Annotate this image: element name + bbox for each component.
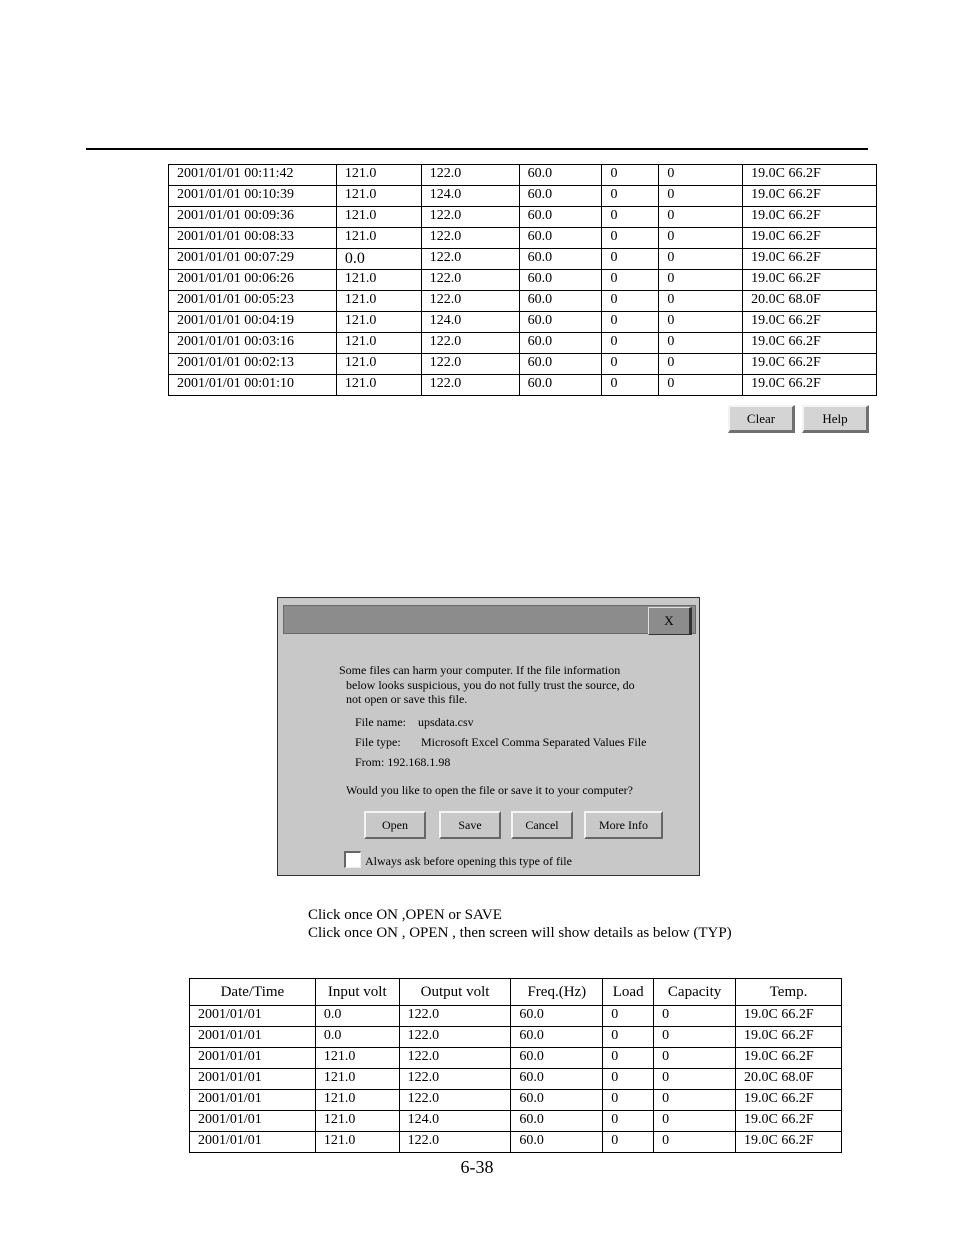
data-table-cell: 124.0 bbox=[399, 1111, 511, 1132]
instruction-line2: Click once ON , OPEN , then screen will show details as below (TYP) bbox=[308, 925, 732, 941]
data-table-cell: 19.0C 66.2F bbox=[736, 1090, 842, 1111]
more-info-button[interactable]: More Info bbox=[584, 811, 663, 839]
log-table-row bbox=[169, 186, 877, 207]
log-table-cell: 19.0C 66.2F bbox=[743, 333, 877, 354]
log-table-cell: 2001/01/01 00:07:29 bbox=[169, 249, 337, 270]
data-table-cell: 122.0 bbox=[399, 1006, 511, 1027]
column-header: Load bbox=[603, 979, 654, 1006]
file-type-value: Microsoft Excel Comma Separated Values File bbox=[421, 735, 647, 749]
log-table-cell: 20.0C 68.0F bbox=[743, 291, 877, 312]
log-table-cell: 0 bbox=[659, 249, 743, 270]
log-table-row bbox=[169, 312, 877, 333]
log-table-cell: 2001/01/01 00:04:19 bbox=[169, 312, 337, 333]
warning-text-line3: not open or save this file. bbox=[346, 692, 468, 706]
log-table-cell: 0 bbox=[659, 312, 743, 333]
log-table-cell: 0 bbox=[602, 354, 659, 375]
data-table-row bbox=[190, 1090, 842, 1111]
data-table-cell: 122.0 bbox=[399, 1132, 511, 1153]
close-button[interactable]: X bbox=[648, 607, 692, 635]
file-name-label: File name: bbox=[355, 715, 406, 729]
data-table-cell: 2001/01/01 bbox=[190, 1048, 316, 1069]
log-table-cell: 0 bbox=[602, 270, 659, 291]
always-ask-label: Always ask before opening this type of file bbox=[365, 854, 572, 868]
log-table-cell: 19.0C 66.2F bbox=[743, 270, 877, 291]
cancel-button[interactable]: Cancel bbox=[511, 811, 573, 839]
data-table-cell: 19.0C 66.2F bbox=[736, 1006, 842, 1027]
data-table-cell: 60.0 bbox=[511, 1027, 603, 1048]
log-table bbox=[168, 164, 877, 396]
log-table-cell: 0 bbox=[659, 228, 743, 249]
log-table-cell: 121.0 bbox=[336, 165, 421, 186]
log-table-cell: 19.0C 66.2F bbox=[743, 354, 877, 375]
log-table-cell: 122.0 bbox=[421, 207, 519, 228]
log-table-cell: 0.0 bbox=[336, 249, 421, 270]
data-table-cell: 0 bbox=[603, 1048, 654, 1069]
data-table-cell: 2001/01/01 bbox=[190, 1132, 316, 1153]
log-table-cell: 0 bbox=[602, 312, 659, 333]
log-table-cell: 2001/01/01 00:06:26 bbox=[169, 270, 337, 291]
log-table-cell: 0 bbox=[602, 333, 659, 354]
data-table-cell: 2001/01/01 bbox=[190, 1027, 316, 1048]
data-table-cell: 0.0 bbox=[315, 1006, 399, 1027]
data-table-cell: 20.0C 68.0F bbox=[736, 1069, 842, 1090]
data-table-cell: 0.0 bbox=[315, 1027, 399, 1048]
data-table-cell: 60.0 bbox=[511, 1090, 603, 1111]
data-table-cell: 0 bbox=[654, 1132, 736, 1153]
column-header: Capacity bbox=[654, 979, 736, 1006]
column-header: Output volt bbox=[399, 979, 511, 1006]
log-table-cell: 19.0C 66.2F bbox=[743, 312, 877, 333]
data-table-cell: 0 bbox=[654, 1111, 736, 1132]
data-table-header-row bbox=[190, 979, 842, 1006]
data-table-cell: 0 bbox=[654, 1027, 736, 1048]
log-table-cell: 2001/01/01 00:08:33 bbox=[169, 228, 337, 249]
log-table-cell: 121.0 bbox=[336, 270, 421, 291]
log-table-cell: 2001/01/01 00:03:16 bbox=[169, 333, 337, 354]
data-table-row bbox=[190, 1132, 842, 1153]
data-table-cell: 2001/01/01 bbox=[190, 1090, 316, 1111]
column-header: Freq.(Hz) bbox=[511, 979, 603, 1006]
column-header: Input volt bbox=[315, 979, 399, 1006]
data-table-cell: 0 bbox=[603, 1006, 654, 1027]
data-table-cell: 0 bbox=[603, 1132, 654, 1153]
log-table-cell: 0 bbox=[659, 333, 743, 354]
log-table-cell: 0 bbox=[602, 228, 659, 249]
log-table-cell: 124.0 bbox=[421, 312, 519, 333]
data-table-cell: 60.0 bbox=[511, 1048, 603, 1069]
log-table-cell: 122.0 bbox=[421, 165, 519, 186]
log-table-row bbox=[169, 228, 877, 249]
log-table-cell: 122.0 bbox=[421, 333, 519, 354]
log-table-cell: 0 bbox=[659, 375, 743, 396]
data-table-cell: 121.0 bbox=[315, 1090, 399, 1111]
log-table-cell: 0 bbox=[659, 165, 743, 186]
log-table-cell: 60.0 bbox=[519, 249, 602, 270]
log-table-row bbox=[169, 354, 877, 375]
file-name-value: upsdata.csv bbox=[418, 715, 474, 729]
clear-button[interactable]: Clear bbox=[728, 405, 795, 433]
data-table-cell: 0 bbox=[654, 1090, 736, 1111]
instruction-line1: Click once ON ,OPEN or SAVE bbox=[308, 907, 502, 923]
log-table-cell: 0 bbox=[602, 291, 659, 312]
log-table-cell: 122.0 bbox=[421, 354, 519, 375]
data-table-cell: 60.0 bbox=[511, 1132, 603, 1153]
log-table-cell: 121.0 bbox=[336, 228, 421, 249]
data-table-cell: 121.0 bbox=[315, 1048, 399, 1069]
log-table-cell: 19.0C 66.2F bbox=[743, 186, 877, 207]
data-table-cell: 0 bbox=[603, 1090, 654, 1111]
log-table-cell: 19.0C 66.2F bbox=[743, 228, 877, 249]
log-table-cell: 0 bbox=[659, 291, 743, 312]
data-table-cell: 121.0 bbox=[315, 1132, 399, 1153]
log-table-cell: 0 bbox=[659, 207, 743, 228]
log-table-cell: 60.0 bbox=[519, 375, 602, 396]
log-table-cell: 122.0 bbox=[421, 291, 519, 312]
column-header: Temp. bbox=[736, 979, 842, 1006]
data-table-cell: 19.0C 66.2F bbox=[736, 1048, 842, 1069]
log-table-cell: 121.0 bbox=[336, 186, 421, 207]
data-table-cell: 2001/01/01 bbox=[190, 1006, 316, 1027]
data-table-cell: 0 bbox=[654, 1069, 736, 1090]
data-table-row bbox=[190, 1069, 842, 1090]
warning-text-line1: Some files can harm your computer. If the file information bbox=[339, 663, 621, 677]
log-table-cell: 60.0 bbox=[519, 270, 602, 291]
header-rule bbox=[86, 148, 868, 150]
data-table-cell: 60.0 bbox=[511, 1006, 603, 1027]
data-table-cell: 122.0 bbox=[399, 1090, 511, 1111]
file-source: From: 192.168.1.98 bbox=[355, 755, 451, 769]
data-table-cell: 0 bbox=[603, 1111, 654, 1132]
log-table-cell: 121.0 bbox=[336, 291, 421, 312]
data-table bbox=[189, 978, 842, 1153]
log-table-cell: 0 bbox=[602, 207, 659, 228]
data-table-cell: 0 bbox=[654, 1006, 736, 1027]
data-table-cell: 121.0 bbox=[315, 1069, 399, 1090]
log-table-cell: 122.0 bbox=[421, 375, 519, 396]
log-table-cell: 0 bbox=[602, 165, 659, 186]
data-table-cell: 0 bbox=[654, 1048, 736, 1069]
log-table-cell: 60.0 bbox=[519, 165, 602, 186]
data-table-row bbox=[190, 1048, 842, 1069]
log-table-cell: 2001/01/01 00:02:13 bbox=[169, 354, 337, 375]
log-table-row bbox=[169, 165, 877, 186]
log-table-cell: 2001/01/01 00:01:10 bbox=[169, 375, 337, 396]
data-table-cell: 122.0 bbox=[399, 1048, 511, 1069]
data-table-cell: 60.0 bbox=[511, 1069, 603, 1090]
dialog-question: Would you like to open the file or save it to your computer? bbox=[346, 783, 633, 797]
dialog-titlebar bbox=[283, 605, 696, 634]
data-table-row bbox=[190, 1006, 842, 1027]
data-table-cell: 122.0 bbox=[399, 1069, 511, 1090]
log-table-row bbox=[169, 333, 877, 354]
log-table-cell: 2001/01/01 00:09:36 bbox=[169, 207, 337, 228]
file-type-label: File type: bbox=[355, 735, 401, 749]
column-header: Date/Time bbox=[190, 979, 316, 1006]
log-table-cell: 0 bbox=[602, 249, 659, 270]
log-table-cell: 121.0 bbox=[336, 312, 421, 333]
data-table-cell: 0 bbox=[603, 1027, 654, 1048]
log-table-row bbox=[169, 207, 877, 228]
log-table-cell: 60.0 bbox=[519, 207, 602, 228]
data-table-cell: 19.0C 66.2F bbox=[736, 1132, 842, 1153]
log-table-cell: 0 bbox=[659, 354, 743, 375]
data-table-cell: 2001/01/01 bbox=[190, 1111, 316, 1132]
log-table-cell: 0 bbox=[602, 375, 659, 396]
log-table-cell: 2001/01/01 00:11:42 bbox=[169, 165, 337, 186]
save-button[interactable]: Save bbox=[439, 811, 501, 839]
log-table-cell: 60.0 bbox=[519, 312, 602, 333]
log-table-cell: 19.0C 66.2F bbox=[743, 165, 877, 186]
log-table-row bbox=[169, 291, 877, 312]
log-table-cell: 60.0 bbox=[519, 186, 602, 207]
log-table-cell: 60.0 bbox=[519, 354, 602, 375]
data-table-row bbox=[190, 1111, 842, 1132]
data-table-cell: 60.0 bbox=[511, 1111, 603, 1132]
log-table-cell: 2001/01/01 00:10:39 bbox=[169, 186, 337, 207]
data-table-row bbox=[190, 1027, 842, 1048]
log-table-cell: 0 bbox=[659, 270, 743, 291]
warning-text-line2: below looks suspicious, you do not fully trust the source, do bbox=[346, 678, 635, 692]
log-table-cell: 2001/01/01 00:05:23 bbox=[169, 291, 337, 312]
data-table-cell: 19.0C 66.2F bbox=[736, 1111, 842, 1132]
log-table-cell: 124.0 bbox=[421, 186, 519, 207]
log-table-cell: 0 bbox=[659, 186, 743, 207]
log-table-cell: 60.0 bbox=[519, 228, 602, 249]
log-table-cell: 121.0 bbox=[336, 333, 421, 354]
log-table-cell: 122.0 bbox=[421, 249, 519, 270]
data-table-cell: 2001/01/01 bbox=[190, 1069, 316, 1090]
open-button[interactable]: Open bbox=[364, 811, 426, 839]
log-table-row bbox=[169, 249, 877, 270]
log-table-cell: 19.0C 66.2F bbox=[743, 207, 877, 228]
log-table-row bbox=[169, 270, 877, 291]
page-number: 6-38 bbox=[460, 1157, 494, 1177]
data-table-cell: 122.0 bbox=[399, 1027, 511, 1048]
data-table-cell: 121.0 bbox=[315, 1111, 399, 1132]
log-table-cell: 122.0 bbox=[421, 270, 519, 291]
help-button[interactable]: Help bbox=[802, 405, 869, 433]
log-table-row bbox=[169, 375, 877, 396]
log-table-cell: 121.0 bbox=[336, 207, 421, 228]
log-table-cell: 60.0 bbox=[519, 291, 602, 312]
data-table-cell: 0 bbox=[603, 1069, 654, 1090]
log-table-cell: 121.0 bbox=[336, 375, 421, 396]
log-table-cell: 121.0 bbox=[336, 354, 421, 375]
log-table-cell: 60.0 bbox=[519, 333, 602, 354]
log-table-cell: 19.0C 66.2F bbox=[743, 249, 877, 270]
file-download-dialog bbox=[277, 597, 700, 876]
log-table-cell: 0 bbox=[602, 186, 659, 207]
log-table-cell: 19.0C 66.2F bbox=[743, 375, 877, 396]
always-ask-checkbox[interactable] bbox=[344, 851, 361, 868]
log-table-cell: 122.0 bbox=[421, 228, 519, 249]
data-table-cell: 19.0C 66.2F bbox=[736, 1027, 842, 1048]
